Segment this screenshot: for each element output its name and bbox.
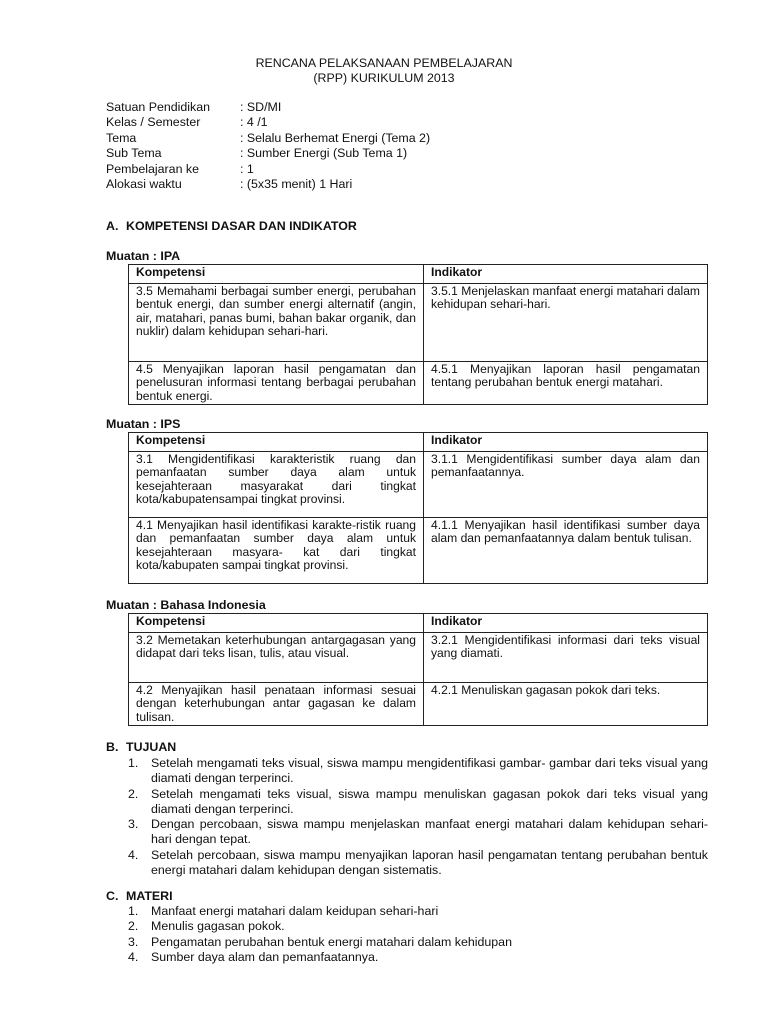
- col-header-indikator: Indikator: [424, 433, 708, 452]
- list-item: [106, 950, 708, 965]
- list-item: [106, 756, 708, 787]
- list-text: Sumber daya alam dan pemanfaatannya.: [151, 949, 379, 964]
- indikator-cell: 4.2.1 Menuliskan gagasan pokok dari teks.: [424, 683, 708, 726]
- section-c-heading: [106, 889, 173, 903]
- list-text: Manfaat energi matahari dalam keidupan sehari-hari: [151, 904, 439, 918]
- list-number: 3.: [128, 934, 139, 949]
- table-header-row: [129, 614, 708, 633]
- kompetensi-cell: 4.5 Menyajikan laporan hasil pengamatan dan penelusuran informasi tentang berbagai perubahan bentuk energi.: [129, 362, 424, 405]
- identity-value: : Sumber Energi (Sub Tema 1): [240, 146, 408, 161]
- identity-label: Satuan Pendidikan: [106, 100, 211, 114]
- table-row: [129, 683, 708, 726]
- indikator-cell: 3.2.1 Mengidentifikasi informasi dari teks visual yang diamati.: [424, 633, 708, 683]
- list-text: Setelah mengamati teks visual, siswa mampu menuliskan gagasan pokok dari teks visual yang diamati dengan terperinci.: [151, 786, 708, 816]
- table-row: [129, 452, 708, 518]
- identity-label: Kelas / Semester: [106, 115, 201, 130]
- table-header-row: [129, 433, 708, 452]
- list-number: 1.: [128, 904, 139, 918]
- muatan-ips-label: Muatan : IPS: [106, 417, 181, 431]
- col-header-kompetensi: Kompetensi: [129, 433, 424, 452]
- col-header-indikator: Indikator: [424, 265, 708, 284]
- col-header-kompetensi: Kompetensi: [129, 265, 424, 284]
- kompetensi-cell: 3.5 Memahami berbagai sumber energi, perubahan bentuk energi, dan sumber energi alternatif (angin, air, matahari, panas bumi, bahan bakar organik, dan nuklir) dalam kehidupan sehari-hari.: [129, 284, 424, 362]
- identity-value: : 4 /1: [240, 115, 268, 130]
- indikator-cell: 4.1.1 Menyajikan hasil identifikasi sumber daya alam dan pemanfaatannya dalam bentuk tulisan.: [424, 518, 708, 584]
- muatan-bahasa-label: Muatan : Bahasa Indonesia: [106, 598, 266, 612]
- list-text: Dengan percobaan, siswa mampu menjelaskan manfaat energi matahari dalam kehidupan sehari-hari dengan tepat.: [151, 817, 708, 847]
- list-text: Menulis gagasan pokok.: [151, 919, 285, 934]
- table-row: [129, 518, 708, 584]
- indikator-cell: 4.5.1 Menyajikan laporan hasil pengamatan tentang perubahan bentuk energi matahari.: [424, 362, 708, 405]
- table-row: [129, 284, 708, 362]
- kompetensi-cell: 4.1 Menyajikan hasil identifikasi karakte-ristik ruang dan pemanfaatan sumber daya alam untuk kesejahteraan masyara- kat dari tingkat kota/kabupaten sampai tingkat provinsi.: [129, 518, 424, 584]
- col-header-indikator: Indikator: [424, 614, 708, 633]
- list-item: [106, 935, 708, 950]
- identity-value: : (5x35 menit) 1 Hari: [240, 176, 353, 191]
- table-header-row: [129, 265, 708, 284]
- section-title: KOMPETENSI DASAR DAN INDIKATOR: [126, 219, 357, 233]
- kompetensi-cell: 3.2 Memetakan keterhubungan antargagasan yang didapat dari teks lisan, tulis, atau visual.: [129, 633, 424, 683]
- list-number: 2.: [128, 919, 139, 934]
- col-header-kompetensi: Kompetensi: [129, 614, 424, 633]
- section-title: TUJUAN: [126, 740, 177, 754]
- section-a-heading: [106, 219, 357, 233]
- list-item: [106, 904, 708, 919]
- identity-label: Tema: [106, 130, 137, 145]
- identity-value: : SD/MI: [240, 100, 282, 114]
- identity-value: : Selalu Berhemat Energi (Tema 2): [240, 130, 431, 145]
- list-item: [106, 787, 708, 818]
- kompetensi-cell: 3.1 Mengidentifikasi karakteristik ruang dan pemanfaatan sumber daya alam untuk kesejahteraan masyarakat dari tingkat kota/kabupatensampai tingkat provinsi.: [129, 452, 424, 518]
- table-row: [129, 362, 708, 405]
- identity-label: Alokasi waktu: [106, 176, 182, 191]
- list-number: 3.: [128, 817, 139, 832]
- list-number: 4.: [128, 847, 139, 862]
- identity-label: Sub Tema: [106, 146, 162, 161]
- indikator-cell: 3.5.1 Menjelaskan manfaat energi matahari dalam kehidupan sehari-hari.: [424, 284, 708, 362]
- list-item: [106, 919, 708, 934]
- muatan-ipa-label: Muatan : IPA: [106, 249, 181, 263]
- list-text: Setelah percobaan, siswa mampu menyajikan laporan hasil pengamatan tentang perubahan bentuk energi matahari dalam kehidupan dengan sistematis.: [151, 847, 708, 878]
- section-title: MATERI: [126, 889, 173, 903]
- identity-label: Pembelajaran ke: [106, 161, 199, 176]
- document-title: [0, 56, 768, 86]
- indikator-cell: 3.1.1 Mengidentifikasi sumber daya alam dan pemanfaatannya.: [424, 452, 708, 518]
- kd-table-bahasa: [128, 613, 708, 726]
- list-text: Setelah mengamati teks visual, siswa mampu mengidentifikasi gambar- gambar dari teks visual yang diamati dengan terperinci.: [151, 756, 708, 786]
- section-letter: C.: [106, 889, 119, 903]
- list-item: [106, 817, 708, 848]
- list-number: 1.: [128, 756, 139, 770]
- title-line-2: (RPP) KURIKULUM 2013: [313, 71, 455, 85]
- section-letter: B.: [106, 740, 119, 754]
- section-letter: A.: [106, 219, 119, 233]
- identity-value: : 1: [240, 161, 254, 176]
- list-number: 2.: [128, 786, 139, 801]
- kompetensi-cell: 4.2 Menyajikan hasil penataan informasi sesuai dengan keterhubungan antar gagasan ke dalam tulisan.: [129, 683, 424, 726]
- list-text: Pengamatan perubahan bentuk energi matahari dalam kehidupan: [151, 934, 512, 949]
- title-line-1: RENCANA PELAKSANAAN PEMBELAJARAN: [255, 56, 513, 70]
- list-number: 4.: [128, 949, 139, 964]
- table-row: [129, 633, 708, 683]
- kd-table-ips: [128, 432, 708, 584]
- kd-table-ipa: [128, 264, 708, 405]
- list-item: [106, 848, 708, 879]
- materi-list: [106, 904, 708, 965]
- section-b-heading: [106, 740, 176, 754]
- tujuan-list: [106, 756, 708, 878]
